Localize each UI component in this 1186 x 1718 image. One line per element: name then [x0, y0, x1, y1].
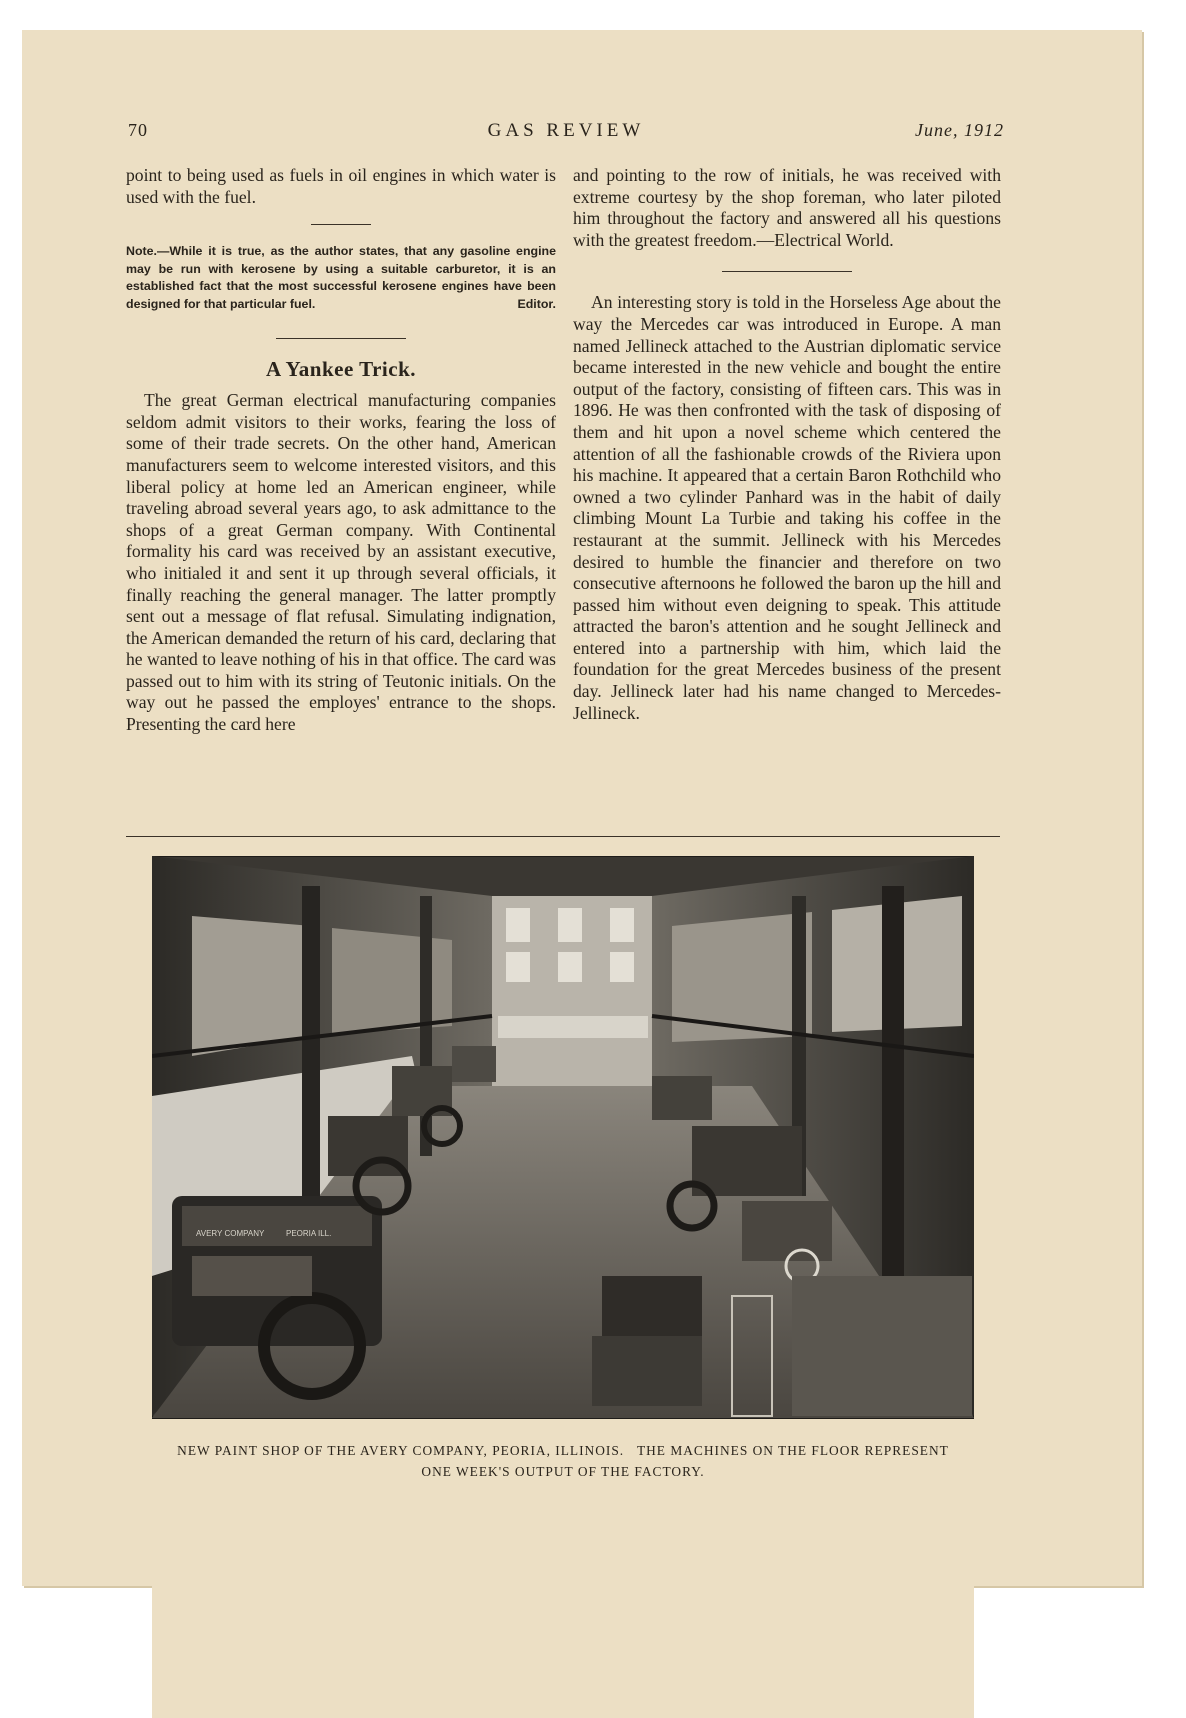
photo-image — [152, 856, 974, 1418]
photo-sign-left: AVERY COMPANY — [196, 1229, 265, 1238]
intro-paragraph: point to being used as fuels in oil engines in which water is used with the fuel. — [126, 165, 556, 207]
journal-title: GAS REVIEW — [487, 120, 645, 141]
photo-caption — [130, 1440, 996, 1482]
divider — [276, 338, 406, 339]
divider — [311, 224, 371, 225]
right-column — [573, 165, 1001, 724]
issue-date: June, 1912 — [915, 120, 1004, 140]
page-header — [128, 120, 1004, 144]
caption-line-1: NEW PAINT SHOP OF THE AVERY COMPANY, PEORIA, ILLINOIS. THE MACHINES ON THE FLOOR REPRESENT — [177, 1443, 949, 1458]
editor-note — [126, 243, 556, 313]
left-column — [126, 165, 556, 736]
photo-sign-right: PEORIA ILL. — [286, 1229, 332, 1238]
mercedes-story-paragraph: An interesting story is told in the Horseless Age about the way the Mercedes car was introduced in Europe. A man named Jellineck attached to the Austrian diplomatic service became interested in the new vehicle and bought the entire output of the factory, consisting of fifteen cars. This was in 1896. He was then confronted with the task of disposing of them and hit upon a novel scheme which centered the attention of all the fashionable crowds of the Riviera upon his machine. It appeared that a certain Baron Rothchild who owned a two cylinder Panhard was in the habit of daily climbing Mount La Turbie and taking his coffee in the restaurant at the summit. Jellineck with his Mercedes desired to humble the financier and therefore on two consecutive afternoons he followed the baron up the hill and passed him without even deigning to speak. This attitude attracted the baron's attention and he sought Jellineck and entered into a partnership with him, which laid the foundation for the great Mercedes business of the present day. Jellineck later had his name changed to Mercedes-Jellineck. — [573, 292, 1001, 723]
article-paragraph: The great German electrical manufacturing companies seldom admit visitors to their works, fearing the loss of some of their trade secrets. On the other hand, American manufacturers seem to welcome interested visitors, and this liberal policy at home led an American engineer, while traveling abroad several years ago, to ask admittance to the shops of a great German company. With Continental formality his card was received by an assistant executive, who initialed it and sent it up through several officials, it finally reaching the general manager. The latter promptly sent out a message of flat refusal. Simulating indignation, the American demanded the return of his card, declaring that he wanted to leave nothing of his in that office. The card was passed out to him with its string of Teutonic initials. On the way out he passed the employes' entrance to the shops. Presenting the card here — [126, 390, 556, 735]
factory-photo — [152, 856, 974, 1718]
divider — [722, 271, 852, 272]
continuation-paragraph: and pointing to the row of initials, he was received with extreme courtesy by the shop foreman, who later piloted him throughout the factory and answered all his questions with the greatest freedom.—Electrical World. — [573, 165, 1001, 250]
section-rule — [126, 836, 1000, 837]
note-signature: Editor. — [517, 296, 556, 311]
article-headline: A Yankee Trick. — [265, 356, 417, 381]
caption-line-2: ONE WEEK'S OUTPUT OF THE FACTORY. — [421, 1464, 705, 1479]
note-text: Note.—While it is true, as the author states, that any gasoline engine may be run with kerosene by using a suitable carburetor, it is an established fact that the most successful kerosene engines have been designed for that particular fuel. — [126, 244, 556, 311]
page-number: 70 — [128, 120, 148, 140]
